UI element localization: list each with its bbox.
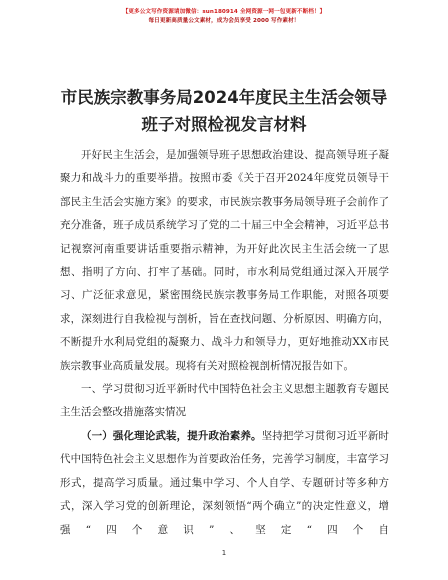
subsection-paragraph [60, 425, 389, 542]
subsection-heading: （一）强化理论武装，提升政治素养。 [81, 429, 262, 442]
intro-paragraph: 开好民主生活会，是加强领导班子思想政治建设、提高领导班子凝聚力和战斗力的重要举措。按照市委《关于召开2024年度党员领导干部民主生活会实施方案》的要求，市民族宗教事务局领导班子会前作了充分准备，班子成员系统学习了党的二十届三中全会精神，习近平总书记视察河南重要讲话重要指示精神，为开好此次民主生活会统一了思想、指明了方向、打牢了基础。同时，市水利局党组通过深入开展学习、广泛征求意见，紧密围绕民族宗教事务局工作职能，对照各项要求，深刻进行自我检视与剖析，旨在查找问题、分析原因、明确方向，不断提升水利局党组的凝聚力、战斗力和领导力，更好地推动XX市民族宗教事业高质量发展。现将有关对照检视剖析情况报告如下。 [60, 149, 389, 372]
document-body [60, 144, 389, 542]
subsection-text: 坚持把学习贯彻习近平新时代中国特色社会主义思想作为首要政治任务，完善学习制度，丰富学习形式，提高学习质量。通过集中学习、个人自学、专题研讨等多种方式，深入学习党的创新理论，深刻领悟“两个确立”的决定性意义，增强“四个意识”、坚定“四个自 [60, 429, 389, 536]
page-number: 1 [221, 549, 227, 557]
section-heading-1: 一、学习贯彻习近平新时代中国特色社会主义思想主题教育专题民主生活会整改措施落实情况 [60, 383, 389, 419]
promo-banner [0, 8, 448, 26]
document-title: 市民族宗教事务局2024年度民主生活会领导班子对照检视发言材料 [60, 88, 388, 134]
promo-banner-line1: 【更多公文写作资源请加微信：sun180914 全网资源一网一包更新不断档！】 [122, 9, 326, 15]
promo-banner-line2: 每日更新高质量公文素材，成为会员享受 2000 写作素材！ [148, 18, 300, 24]
